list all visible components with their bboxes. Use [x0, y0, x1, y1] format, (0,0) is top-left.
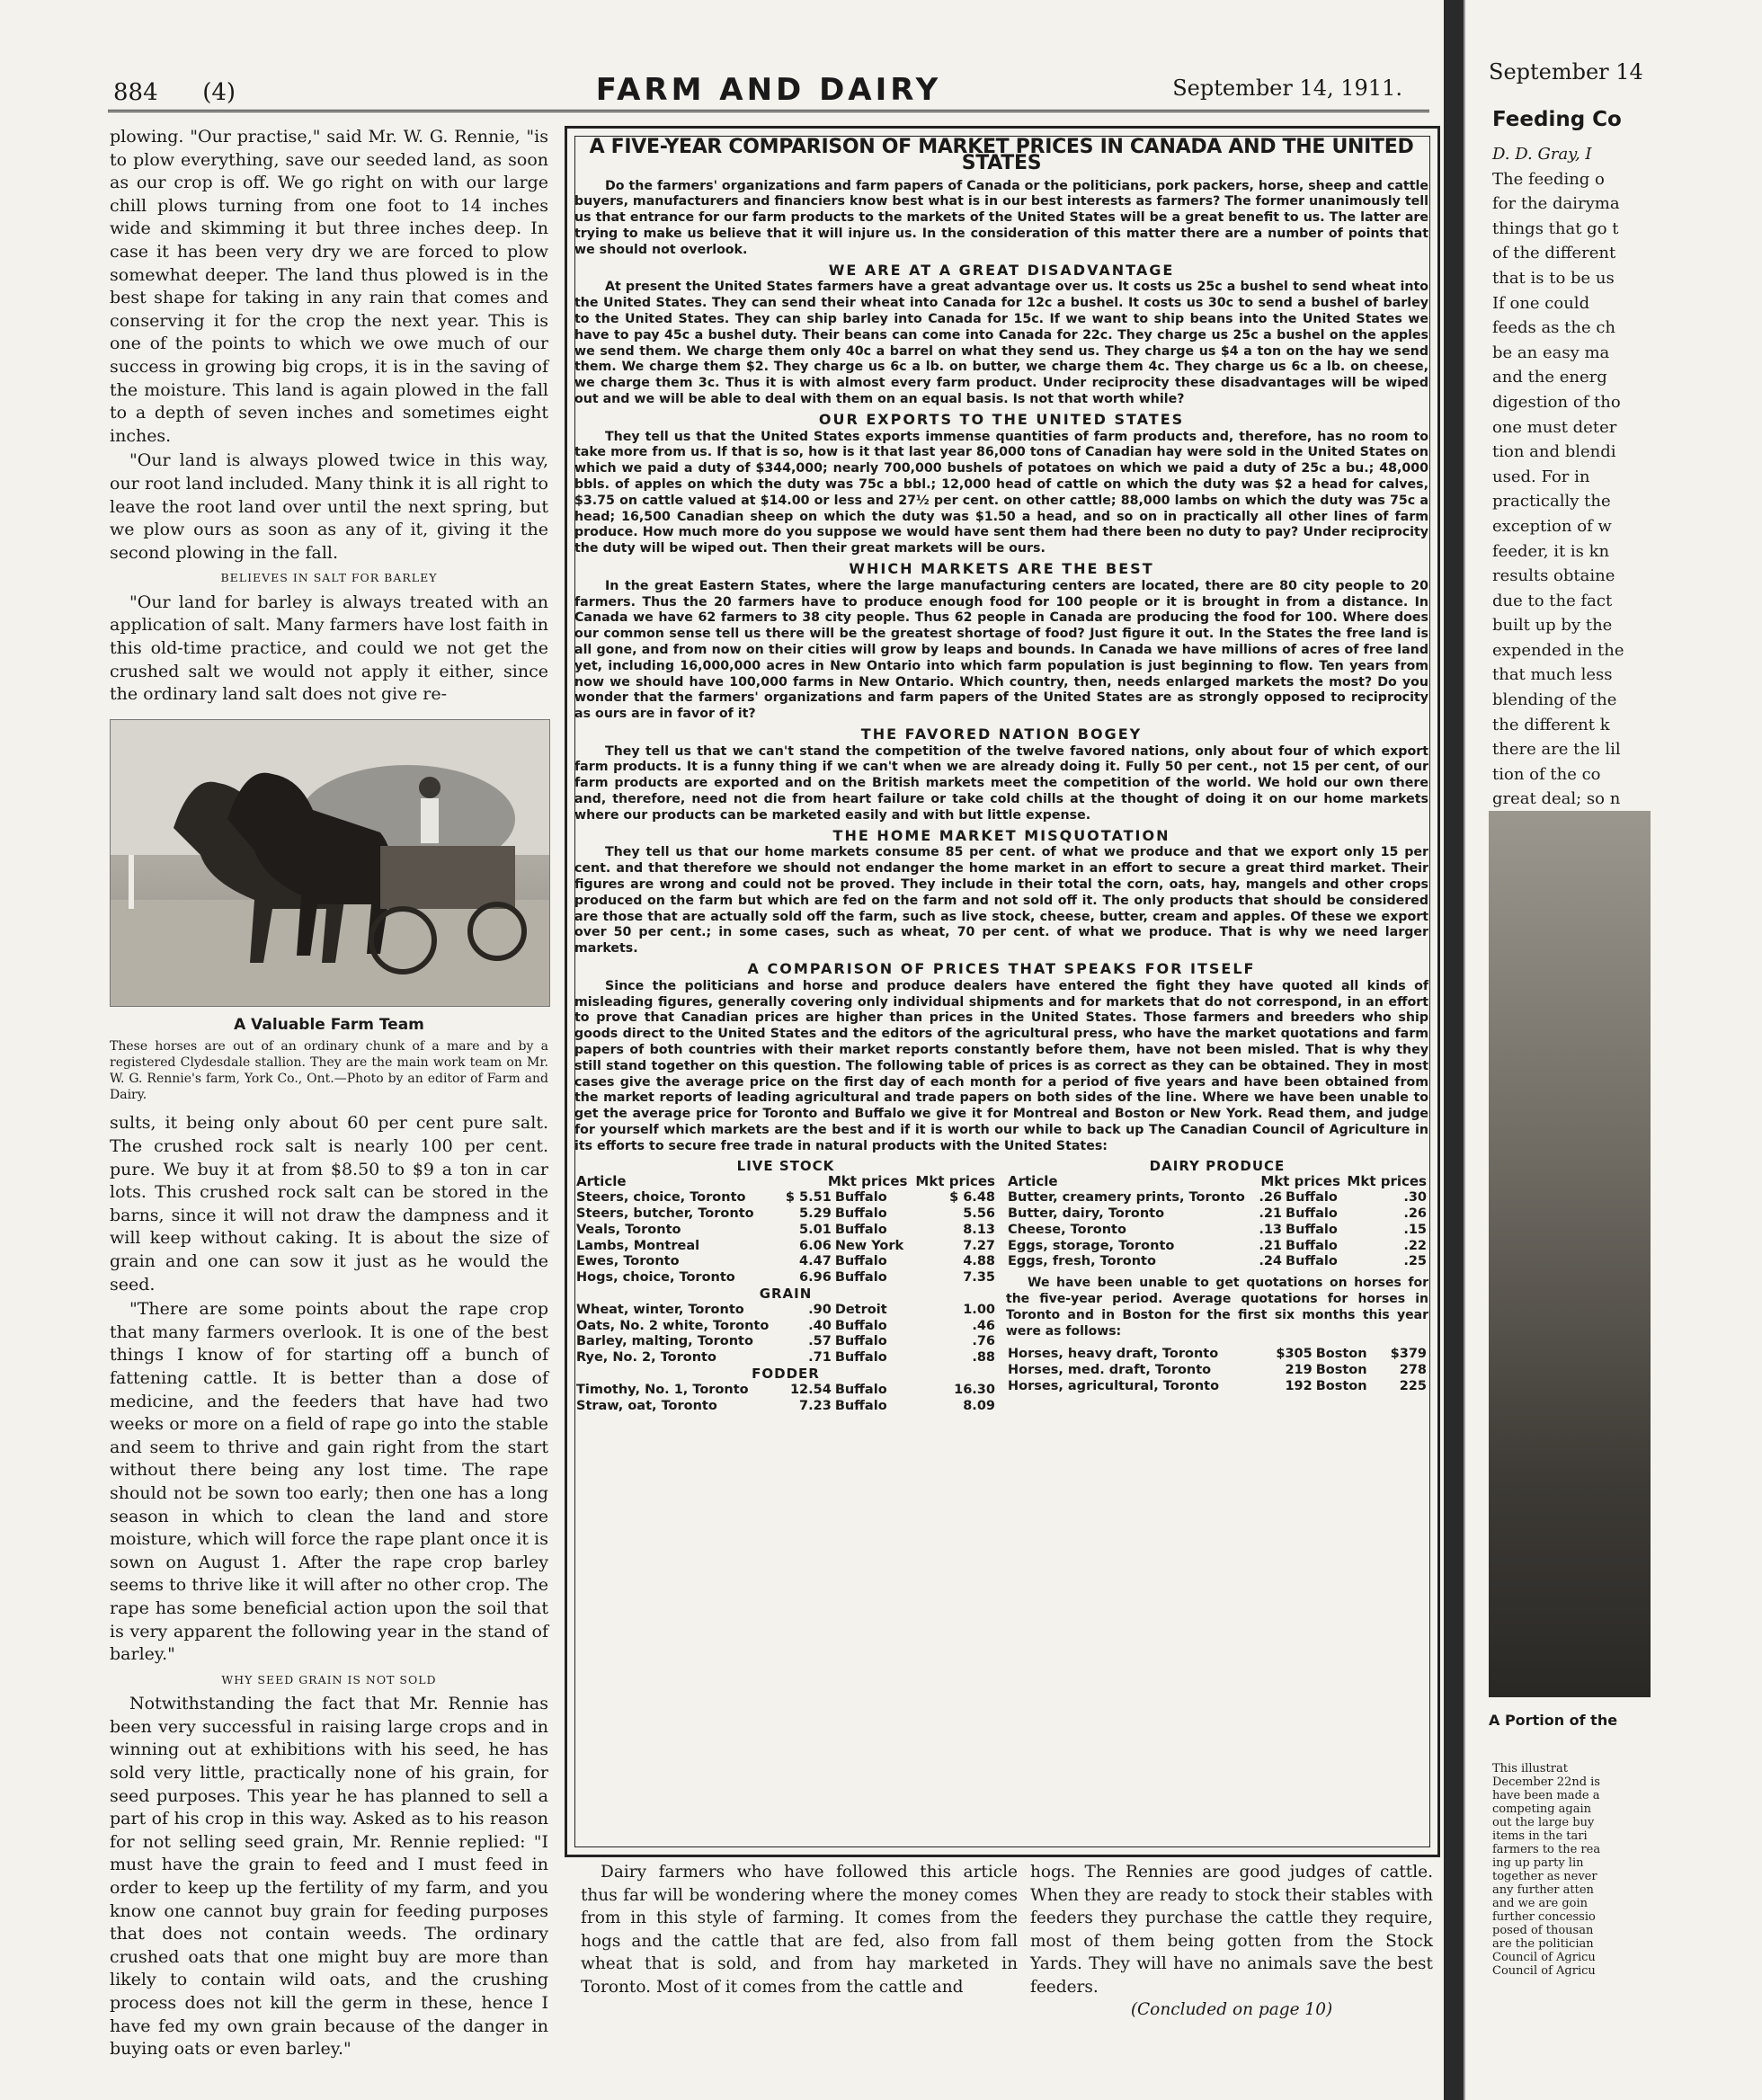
category-row [574, 1366, 997, 1383]
article-cell: Horses, agricultural, Toronto [1008, 1378, 1220, 1393]
market-cell: Buffalo [834, 1254, 887, 1269]
article-cell: Barley, malting, Toronto [576, 1334, 753, 1349]
market-cell: Buffalo [1286, 1222, 1338, 1237]
adjacent-heading: Feeding Co [1492, 108, 1622, 131]
column-header: Article [1008, 1173, 1058, 1190]
price-cell: 8.09 [963, 1398, 995, 1413]
adjacent-text-line: tion and blendi [1492, 442, 1616, 462]
price-cell: .76 [972, 1334, 995, 1349]
market-cell: Buffalo [834, 1190, 887, 1206]
adjacent-small-line: any further atten [1492, 1883, 1594, 1897]
section-heading: WE ARE AT A GREAT DISADVANTAGE [828, 261, 1175, 279]
table-row [1006, 1190, 1428, 1206]
comparison-box [565, 126, 1440, 1857]
market-cell: New York [834, 1238, 904, 1253]
article-paragraph: "Our land is always plowed twice in this way, our root land included. Many think it is all right to leave the root land over until the next spring, but we plow ours as soon as any of it, giving it the second plowing in the fall. [110, 450, 548, 563]
article-cell: Hogs, choice, Toronto [576, 1270, 735, 1286]
adjacent-text-line: great deal; so n [1492, 789, 1621, 809]
adjacent-small-line: Council of Agricu [1492, 1951, 1596, 1964]
box-title: A FIVE-YEAR COMPARISON OF MARKET PRICES IN CANADA AND THE UNITED STATES [589, 136, 1414, 174]
article-paragraph: hogs. The Rennies are good judges of cattle. When they are ready to stock their stables with feeders they purchase the cattle they require, most of them being gotten from the Stock Yards. They will have no animals save the best feeders. [1030, 1863, 1433, 1997]
adjacent-small-line: competing again [1492, 1802, 1592, 1816]
adjacent-text-line: built up by the [1492, 616, 1613, 636]
issue-date: September 14, 1911. [1172, 76, 1402, 101]
table-row [574, 1334, 997, 1350]
price-cell: .15 [1403, 1222, 1427, 1237]
horses-note: We have been unable to get quotations on horses for the five-year period. Average quotations for horses in Toronto and in Boston for the first six months this year were as follows: [1006, 1276, 1428, 1339]
adjacent-small-line: items in the tari [1492, 1829, 1588, 1843]
adjacent-small-line: have been made a [1492, 1789, 1600, 1802]
table-row [574, 1319, 997, 1335]
table-row [1006, 1254, 1428, 1270]
price-cell: 8.13 [963, 1222, 995, 1237]
article-cell: Eggs, fresh, Toronto [1008, 1254, 1156, 1269]
box-paragraph: At present the United States farmers have a great advantage over us. It costs us 25c a bushel to send wheat into the United States. They can send their wheat into Canada for 12c a bushel. It costs us 30c to send a bushel of barley to the United States. They can ship barley into Canada for 15c. If we want to ship beans into the United States we have to pay 45c a bushel duty. Their beans can come into Canada for 22c. They charge us 25c a bushel on the apples we send them. We charge them only 40c a barrel on what they send us. They charge us $4 a ton on the hay we send them. We charge them $2. They charge us 6c a lb. on butter, we charge them 4c. They charge us 6c a lb. on cheese, we charge them 3c. Thus it is with almost every farm product. Under reciprocity these disadvantages will be wiped out and we will be able to deal with them on an equal basis. Is not that worth while? [574, 280, 1428, 406]
adjacent-small-line: out the large buy [1492, 1816, 1595, 1829]
article-cell: Lambs, Montreal [576, 1238, 700, 1253]
adjacent-text-line: used. For in [1492, 467, 1590, 486]
column-header: Mkt prices [1347, 1173, 1427, 1190]
section-heading: THE HOME MARKET MISQUOTATION [832, 826, 1170, 844]
column-header: Mkt prices [915, 1173, 995, 1190]
dairy-horses-table [1006, 1159, 1428, 1415]
price-cell: $ 6.48 [949, 1190, 995, 1206]
adjacent-small-line: together as never [1492, 1870, 1597, 1883]
adjacent-text-line: the different k [1492, 715, 1610, 734]
category-heading: GRAIN [759, 1285, 813, 1302]
adjacent-small-line: ing up party lin [1492, 1856, 1584, 1870]
market-cell: Buffalo [834, 1206, 887, 1221]
market-cell: Buffalo [834, 1398, 887, 1413]
price-cell: .46 [972, 1318, 995, 1333]
subheading: WHY SEED GRAIN IS NOT SOLD [221, 1672, 437, 1686]
page-number: 884 (4) [113, 79, 236, 106]
market-cell: Detroit [834, 1302, 887, 1317]
article-cell: Straw, oat, Toronto [576, 1398, 717, 1413]
photo-caption-title: A Valuable Farm Team [234, 1015, 424, 1034]
price-cell: 5.01 [799, 1222, 832, 1237]
table-row [1006, 1239, 1428, 1255]
table-row [1006, 1347, 1428, 1363]
table-row [1006, 1363, 1428, 1379]
price-cell: .26 [1259, 1190, 1283, 1206]
market-cell: Buffalo [834, 1382, 887, 1397]
column-header: Mkt prices [1260, 1173, 1340, 1190]
adjacent-text-line: exception of w [1492, 516, 1612, 536]
price-cell: .21 [1259, 1238, 1283, 1253]
article-paragraph: Dairy farmers who have followed this article thus far will be wondering where the money comes from in this style of farming. It comes from the hogs and the cattle that are fed, also from fall wheat that is sold, and from hay marketed in Toronto. Most of it comes from the cattle and [581, 1863, 1018, 1997]
section-heading: THE FAVORED NATION BOGEY [860, 725, 1143, 743]
box-paragraph: They tell us that we can't stand the competition of the twelve favored nations, only about four of which export farm products. It is a funny thing if we can't when we are already doing it. Fully 50 per cent., not 15 per cent, of our farm products are exported and on the British markets meet the competition of the world. We hold our own there and, therefore, need not die from heart failure or take cold chills at the thought of doing it on our home markets where our products can be marketed easily and with but little expense. [574, 743, 1428, 823]
adjacent-text-line: things that go t [1492, 218, 1619, 238]
box-paragraph: They tell us that our home markets consume 85 per cent. of what we produce and that we export only 15 per cent. and that therefore we should not endanger the home market in an effort to secure a great third market. Their figures are wrong and could not be proved. They include in their total the corn, oats, hay, mangels and other crops produced on the farm but which are fed on the farm and not sold off it. The only products that should be considered are those that are actually sold off the farm, such as live stock, cheese, butter, cream and apples. Of these we export over 50 per cent.; in some cases, such as wheat, 70 per cent. of what we produce. That is why we need larger markets. [574, 845, 1428, 957]
price-cell: $379 [1390, 1347, 1427, 1362]
article-paragraph: sults, it being only about 60 per cent pure salt. The crushed rock salt is nearly 100 per cent. pure. We buy it at from $8.50 to $9 a ton in car lots. This crushed rock salt can be stored in the barns, since it will not draw the dampness and it will keep without caking. It is about the size of grain and one can sow it just as he would the seed. [110, 1113, 548, 1295]
price-cell: 12.54 [789, 1382, 832, 1397]
box-content [574, 136, 1428, 1414]
adjacent-page-column [1464, 0, 1643, 2100]
article-cell: Steers, choice, Toronto [576, 1190, 746, 1206]
market-cell: Buffalo [1286, 1238, 1338, 1253]
market-cell: Boston [1315, 1347, 1367, 1362]
price-cell: 6.06 [799, 1238, 832, 1253]
market-cell: Buffalo [1286, 1254, 1338, 1269]
bottom-left-paragraph [581, 1861, 1018, 1998]
price-cell: $ 5.51 [785, 1190, 832, 1206]
article-cell: Horses, heavy draft, Toronto [1008, 1347, 1219, 1362]
header-row [574, 1174, 997, 1190]
section-number: (4) [202, 79, 236, 106]
price-tables [574, 1159, 1428, 1415]
category-row [574, 1286, 997, 1303]
price-cell: .30 [1403, 1190, 1427, 1206]
adjacent-small-line: This illustrat [1492, 1762, 1568, 1775]
price-cell: 219 [1285, 1363, 1313, 1378]
price-cell: 5.56 [963, 1206, 995, 1221]
section-heading: OUR EXPORTS TO THE UNITED STATES [818, 410, 1185, 428]
column-header: Mkt prices [827, 1173, 908, 1190]
price-cell: 225 [1399, 1378, 1427, 1393]
article-cell: Eggs, storage, Toronto [1008, 1238, 1175, 1253]
price-cell: .21 [1259, 1206, 1283, 1221]
adjacent-text-line: and the energ [1492, 368, 1607, 387]
table-row [574, 1223, 997, 1239]
price-cell: .71 [808, 1350, 832, 1366]
market-cell: Boston [1315, 1378, 1367, 1393]
article-cell: Wheat, winter, Toronto [576, 1302, 744, 1317]
article-paragraph: Notwithstanding the fact that Mr. Rennie has been very successful in raising large crops and in winning out at exhibitions with his seed, he has sold very little, practically none of his grain, for seed purposes. This year he has planned to sell a part of his crop in this way. Asked as to his reason for not selling seed grain, Mr. Rennie replied: "I must have the grain to feed and I must feed in order to keep up the fertility of my farm, and you know one cannot buy grain for feeding purposes that does not contain weeds. The ordinary crushed oats that one might buy are more than likely to contain wild oats, and the crushing process does not kill the germ in these, hence I have fed my own grain because of the danger in buying oats or even barley." [110, 1694, 548, 2060]
market-cell: Buffalo [834, 1318, 887, 1333]
market-cell: Buffalo [834, 1334, 887, 1349]
adjacent-small-line: December 22nd is [1492, 1775, 1600, 1789]
market-cell: Buffalo [834, 1270, 887, 1286]
price-cell: .40 [808, 1318, 832, 1333]
adjacent-text [1492, 142, 1762, 861]
article-cell: Steers, butcher, Toronto [576, 1206, 754, 1221]
price-cell: 6.96 [799, 1270, 832, 1286]
category-heading: FODDER [752, 1365, 820, 1382]
category-row [1006, 1159, 1428, 1175]
article-cell: Timothy, No. 1, Toronto [576, 1382, 749, 1397]
left-column [110, 126, 548, 2063]
table-row [574, 1350, 997, 1366]
price-cell: .90 [808, 1302, 832, 1317]
price-cell: 7.27 [963, 1238, 995, 1253]
adjacent-small-line: posed of thousan [1492, 1924, 1594, 1937]
table-row [1006, 1379, 1428, 1395]
article-cell: Ewes, Toronto [576, 1254, 680, 1269]
table-row [574, 1239, 997, 1255]
masthead-title: FARM AND DAIRY [595, 72, 942, 108]
adjacent-text-line: feeder, it is kn [1492, 541, 1610, 561]
continued-note: (Concluded on page 10) [1130, 2000, 1333, 2019]
article-paragraph: plowing. "Our practise," said Mr. W. G. Rennie, "is to plow everything, save our seeded land, as soon as our crop is off. We go right on with our large chill plows turning from one foot to 14 inches wide and skimming it but three inches deep. In case it has been very dry we are forced to plow somewhat deeper. The land thus plowed is in the best shape for taking in any rain that comes and conserving it for the crop the next year. This is one of the points to which we owe much of our success in growing big crops, it is in the saving of the moisture. This land is again plowed in the fall to a depth of seven inches and sometimes eight inches. [110, 127, 548, 446]
table-row [1006, 1206, 1428, 1223]
article-cell: Rye, No. 2, Toronto [576, 1350, 716, 1366]
adjacent-text-line: one must deter [1492, 417, 1617, 437]
section-heading: WHICH MARKETS ARE THE BEST [849, 559, 1154, 577]
box-paragraph: In the great Eastern States, where the large manufacturing centers are located, there are 80 city people to 20 farmers. Thus the 20 farmers have to produce enough food for 100 people or it is brought in from a distance. In Canada we have 62 farmers to 38 city people. Thus 62 people in Canada are producing the food for 100. Where does our common sense tell us there will be the greatest shortage of food? Just figure it out. In the States the free land is all gone, and from now on their cities will grow by leaps and bounds. In Canada we have millions of acres of free land yet, including 16,000,000 acres in New Ontario into which farm population is just beginning to flow. Ten years from now we should have 100,000 farms in New Ontario. Which country, then, needs enlarged markets the most? Do you wonder that the farmers' organizations and farm papers of the United States are as strongly opposed to reciprocity as ours are in favor of it? [574, 578, 1428, 722]
adjacent-text-line: for the dairyma [1492, 194, 1620, 214]
price-cell: 5.29 [799, 1206, 832, 1221]
adjacent-text-line: that much less [1492, 665, 1613, 685]
price-cell: .13 [1259, 1222, 1283, 1237]
adjacent-text-line: that is to be us [1492, 268, 1615, 288]
adjacent-page-date: September 14 [1489, 59, 1643, 85]
table-row [574, 1190, 997, 1206]
livestock-grain-fodder-table [574, 1159, 997, 1415]
market-cell: Buffalo [834, 1222, 887, 1237]
adjacent-text-line: of the different [1492, 244, 1616, 263]
header-row [1006, 1174, 1428, 1190]
article-cell: Butter, dairy, Toronto [1008, 1206, 1165, 1221]
table-row [574, 1270, 997, 1286]
adjacent-byline: D. D. Gray, I [1492, 145, 1592, 164]
page-header [108, 63, 1429, 112]
adjacent-photo [1489, 811, 1651, 1697]
table-row [574, 1254, 997, 1270]
price-cell: 4.88 [963, 1254, 995, 1269]
article-paragraph: "There are some points about the rape crop that many farmers overlook. It is one of the best things I know of for starting off a bunch of fattening cattle. It is better than a dose of medicine, and the feeders that have had two weeks or more on a field of rape go into the stable and seem to thrive and gain right from the start without there being any lost time. The rape should not be sown too early; then one has a long season in which to clean the land and store moisture, which will force the rape plant once it is sown on August 1. After the rape crop barley seems to thrive like it will after no other crop. The rape has some beneficial action upon the soil that is very apparent the following year in the stand of barley." [110, 1299, 548, 1665]
adjacent-text-line: tion of the co [1492, 764, 1601, 784]
market-cell: Buffalo [834, 1350, 887, 1366]
category-row [574, 1159, 997, 1175]
adjacent-text-line: be an easy ma [1492, 343, 1610, 362]
price-cell: .26 [1403, 1206, 1427, 1221]
price-cell: 16.30 [954, 1382, 995, 1397]
adjacent-small-line: and we are goin [1492, 1897, 1588, 1910]
adjacent-small-line: farmers to the rea [1492, 1843, 1601, 1856]
table-row [574, 1383, 997, 1399]
adjacent-text-line: due to the fact [1492, 591, 1613, 610]
photo-caption: These horses are out of an ordinary chunk of a mare and by a registered Clydesdale stallion. They are the main work team on Mr. W. G. Rennie's farm, York Co., Ont.—Photo by an editor of Farm and Dairy. [110, 1039, 548, 1103]
adjacent-small-line: further concessio [1492, 1910, 1596, 1924]
price-cell: 4.47 [799, 1254, 832, 1269]
adjacent-text-line: results obtaine [1492, 566, 1615, 586]
article-cell: Veals, Toronto [576, 1222, 681, 1237]
adjacent-text-line: The feeding o [1492, 169, 1605, 189]
price-cell: $305 [1276, 1347, 1313, 1362]
adjacent-text-line: blending of the [1492, 690, 1617, 710]
page-gutter [1444, 0, 1464, 2100]
category-heading: DAIRY PRODUCE [1149, 1157, 1286, 1174]
subheading: BELIEVES IN SALT FOR BARLEY [220, 571, 438, 585]
column-header: Article [576, 1173, 627, 1190]
price-cell: .25 [1403, 1254, 1427, 1269]
box-paragraph: Since the politicians and horse and produce dealers have entered the fight they have quoted all kinds of misleading figures, generally covering only individual shipments and for markets that do not correspond, in an effort to prove that Canadian prices are higher than prices in the United States. Those farmers and breeders who ship goods direct to the United States and the editors of the agricultural press, who have the market quotations and farm papers of both countries with their market reports constantly before them, have not been misled. That is why they still stand together on this question. The following table of prices is as correct as they can be obtained. They in most cases give the average price on the first day of each month for a period of five years and have been obtained from the market reports of leading agricultural and trade papers on both sides of the line. Where we have been unable to get the average price for Toronto and Buffalo we give it for Montreal and Boston or New York. Read them, and judge for yourself which markets are the best and if it is worth our while to back up The Canadian Council of Agriculture in its efforts to secure free trade in natural products with the United States: [574, 978, 1428, 1153]
price-cell: 1.00 [963, 1302, 995, 1317]
adjacent-small-line: Council of Agricu [1492, 1964, 1596, 1978]
price-cell: 278 [1399, 1363, 1427, 1378]
table-row [1006, 1223, 1428, 1239]
section-heading: A COMPARISON OF PRICES THAT SPEAKS FOR ITSELF [747, 960, 1256, 978]
horses-illustration [111, 720, 549, 1006]
market-cell: Buffalo [1286, 1190, 1338, 1206]
adjacent-small-line: are the politician [1492, 1937, 1594, 1951]
adjacent-text-line: digestion of tho [1492, 392, 1621, 412]
price-cell: 7.35 [963, 1270, 995, 1286]
price-cell: .24 [1259, 1254, 1283, 1269]
price-cell: 7.23 [799, 1398, 832, 1413]
price-cell: .22 [1403, 1238, 1427, 1253]
article-cell: Cheese, Toronto [1008, 1222, 1126, 1237]
adjacent-text-line: feeds as the ch [1492, 318, 1616, 338]
box-paragraph: Do the farmers' organizations and farm papers of Canada or the politicians, pork packers, horse, sheep and cattle buyers, manufacturers and financiers know best what is in our best interests as farmers? The former unanimously tell us that entrance for our farm products to the markets of the United States will be a great benefit to us. The latter are trying to make us believe that it will injure us. In the consideration of this matter there are a number of points that we should not overlook. [574, 178, 1428, 257]
adjacent-text-line: If one could [1492, 293, 1590, 313]
adjacent-small-text [1492, 1762, 1600, 1978]
bottom-right-paragraph [1030, 1861, 1433, 2022]
price-cell: 192 [1285, 1378, 1313, 1393]
market-cell: Buffalo [1286, 1206, 1338, 1221]
farm-team-photo [110, 719, 550, 1007]
adjacent-photo-caption: A Portion of the [1489, 1712, 1618, 1729]
table-row [574, 1206, 997, 1223]
table-row [574, 1399, 997, 1415]
box-paragraph: They tell us that the United States exports immense quantities of farm products and, therefore, has no room to take more from us. If that is so, how is it that last year 86,000 tons of Canadian hay were sold in the United States on which we paid a duty of $344,000; nearly 700,000 bushels of potatoes on which we paid a duty of 25c a bu.; 48,000 bbls. of apples on which the duty was 75c a bbl.; 12,000 head of cattle on which the duty was $2 a head for calves, $3.75 on cattle valued at $14.00 or less and 27½ per cent. on other cattle; 88,000 lambs on which the duty was 75c a head; 16,500 Canadian sheep on which the duty was $1.50 a head, and so on in practically all other lines of farm produce. How much more do you suppose we would have sent them had there been no duty to pay? Under reciprocity the duty will be wiped out. Then their great markets will be ours. [574, 429, 1428, 556]
article-paragraph: "Our land for barley is always treated with an application of salt. Many farmers have lost faith in this old-time practice, and could we not get the crushed salt we would not apply it either, since the ordinary land salt does not give re- [110, 592, 548, 705]
price-cell: .57 [808, 1334, 832, 1349]
table-row [574, 1303, 997, 1319]
adjacent-text-line: expended in the [1492, 640, 1624, 660]
article-cell: Oats, No. 2 white, Toronto [576, 1318, 770, 1333]
adjacent-text-line: practically the [1492, 492, 1611, 512]
article-cell: Butter, creamery prints, Toronto [1008, 1190, 1245, 1206]
article-cell: Horses, med. draft, Toronto [1008, 1363, 1212, 1378]
adjacent-text-line: there are the lil [1492, 740, 1621, 760]
price-cell: .88 [972, 1350, 995, 1366]
market-cell: Boston [1315, 1363, 1367, 1378]
category-heading: LIVE STOCK [736, 1157, 835, 1174]
